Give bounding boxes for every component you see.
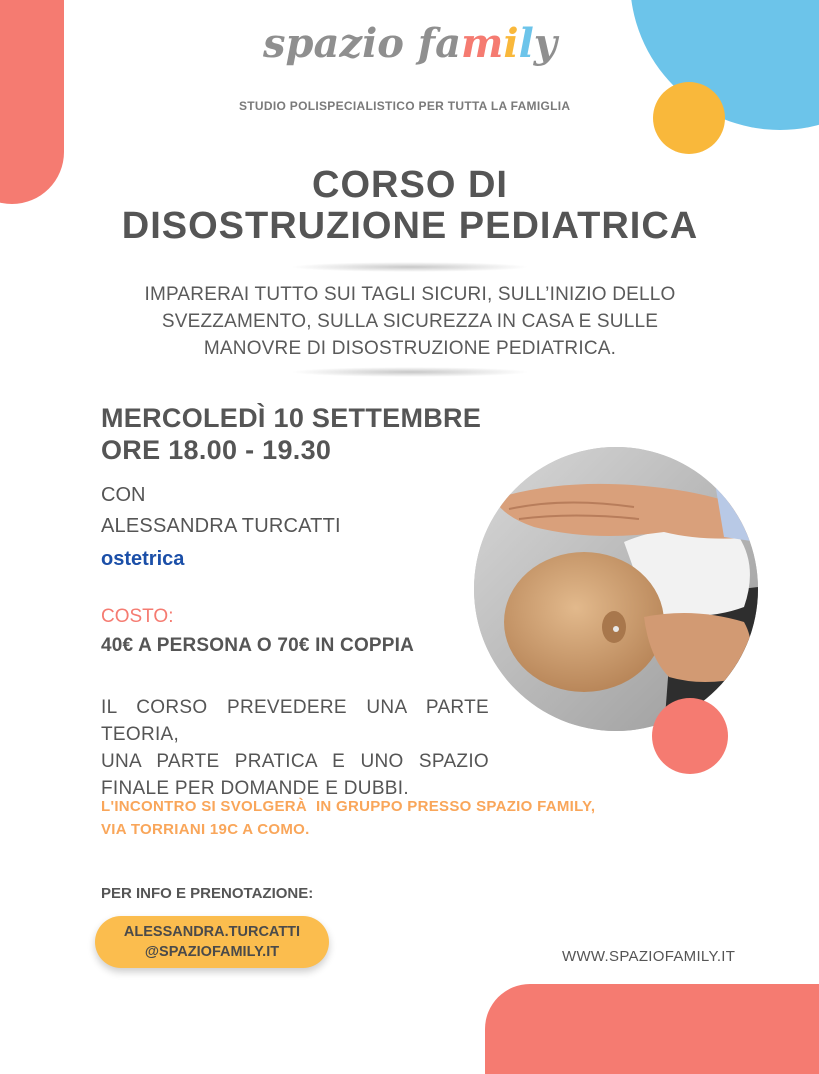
decorative-coral-bar <box>0 0 64 204</box>
speaker-role: ostetrica <box>101 548 185 570</box>
decorative-yellow-circle <box>653 82 725 154</box>
event-time: ORE 18.00 - 19.30 <box>101 435 332 465</box>
course-description <box>101 694 489 802</box>
title-line-1: CORSO DI <box>312 164 508 206</box>
event-day: MERCOLEDÌ 10 SETTEMBRE <box>101 403 482 433</box>
infant-cpr-illustration <box>474 447 758 731</box>
description-line-3: FINALE PER DOMANDE E DUBBI. <box>101 778 409 799</box>
contact-email-button[interactable] <box>95 916 329 968</box>
intro-line-3: MANOVRE DI DISOSTRUZIONE PEDIATRICA. <box>203 338 617 359</box>
speaker-name: ALESSANDRA TURCATTI <box>101 515 341 537</box>
location-line-2: VIA TORRIANI 19C A COMO. <box>101 821 310 838</box>
intro-text <box>100 281 720 362</box>
page-title <box>60 165 760 247</box>
contact-line-2: @SPAZIOFAMILY.IT <box>144 944 280 960</box>
cost-label: COSTO: <box>101 606 174 627</box>
intro-line-2: SVEZZAMENTO, SULLA SICUREZZA IN CASA E SULLE <box>161 311 659 332</box>
contact-line-1: ALESSANDRA.TURCATTI <box>123 924 301 940</box>
decorative-coral-footer <box>485 984 819 1074</box>
decorative-coral-circle <box>652 698 728 774</box>
logo <box>230 20 590 67</box>
cost-value: 40€ A PERSONA O 70€ IN COPPIA <box>101 635 415 656</box>
event-date <box>101 402 481 466</box>
divider-bottom <box>290 367 530 377</box>
location-text <box>101 795 661 841</box>
title-line-2: DISOSTRUZIONE PEDIATRICA <box>121 205 699 247</box>
speaker-prefix: CON <box>101 484 146 506</box>
logo-wordmark: spazio family <box>262 20 558 67</box>
logo-subtitle: STUDIO POLISPECIALISTICO PER TUTTA LA FAMIGLIA <box>239 99 571 113</box>
description-line-2: UNA PARTE PRATICA E UNO SPAZIO <box>101 751 489 772</box>
description-line-1: IL CORSO PREVEDERE UNA PARTE TEORIA, <box>101 697 489 745</box>
website-link[interactable]: WWW.SPAZIOFAMILY.IT <box>562 948 736 965</box>
divider-top <box>290 262 530 272</box>
intro-line-1: IMPARERAI TUTTO SUI TAGLI SICURI, SULL’INIZIO DELLO <box>144 284 676 305</box>
info-label: PER INFO E PRENOTAZIONE: <box>101 885 314 902</box>
course-photo <box>474 447 758 731</box>
location-line-1: L'INCONTRO SI SVOLGERÀ IN GRUPPO PRESSO SPAZIO FAMILY, <box>101 798 596 815</box>
